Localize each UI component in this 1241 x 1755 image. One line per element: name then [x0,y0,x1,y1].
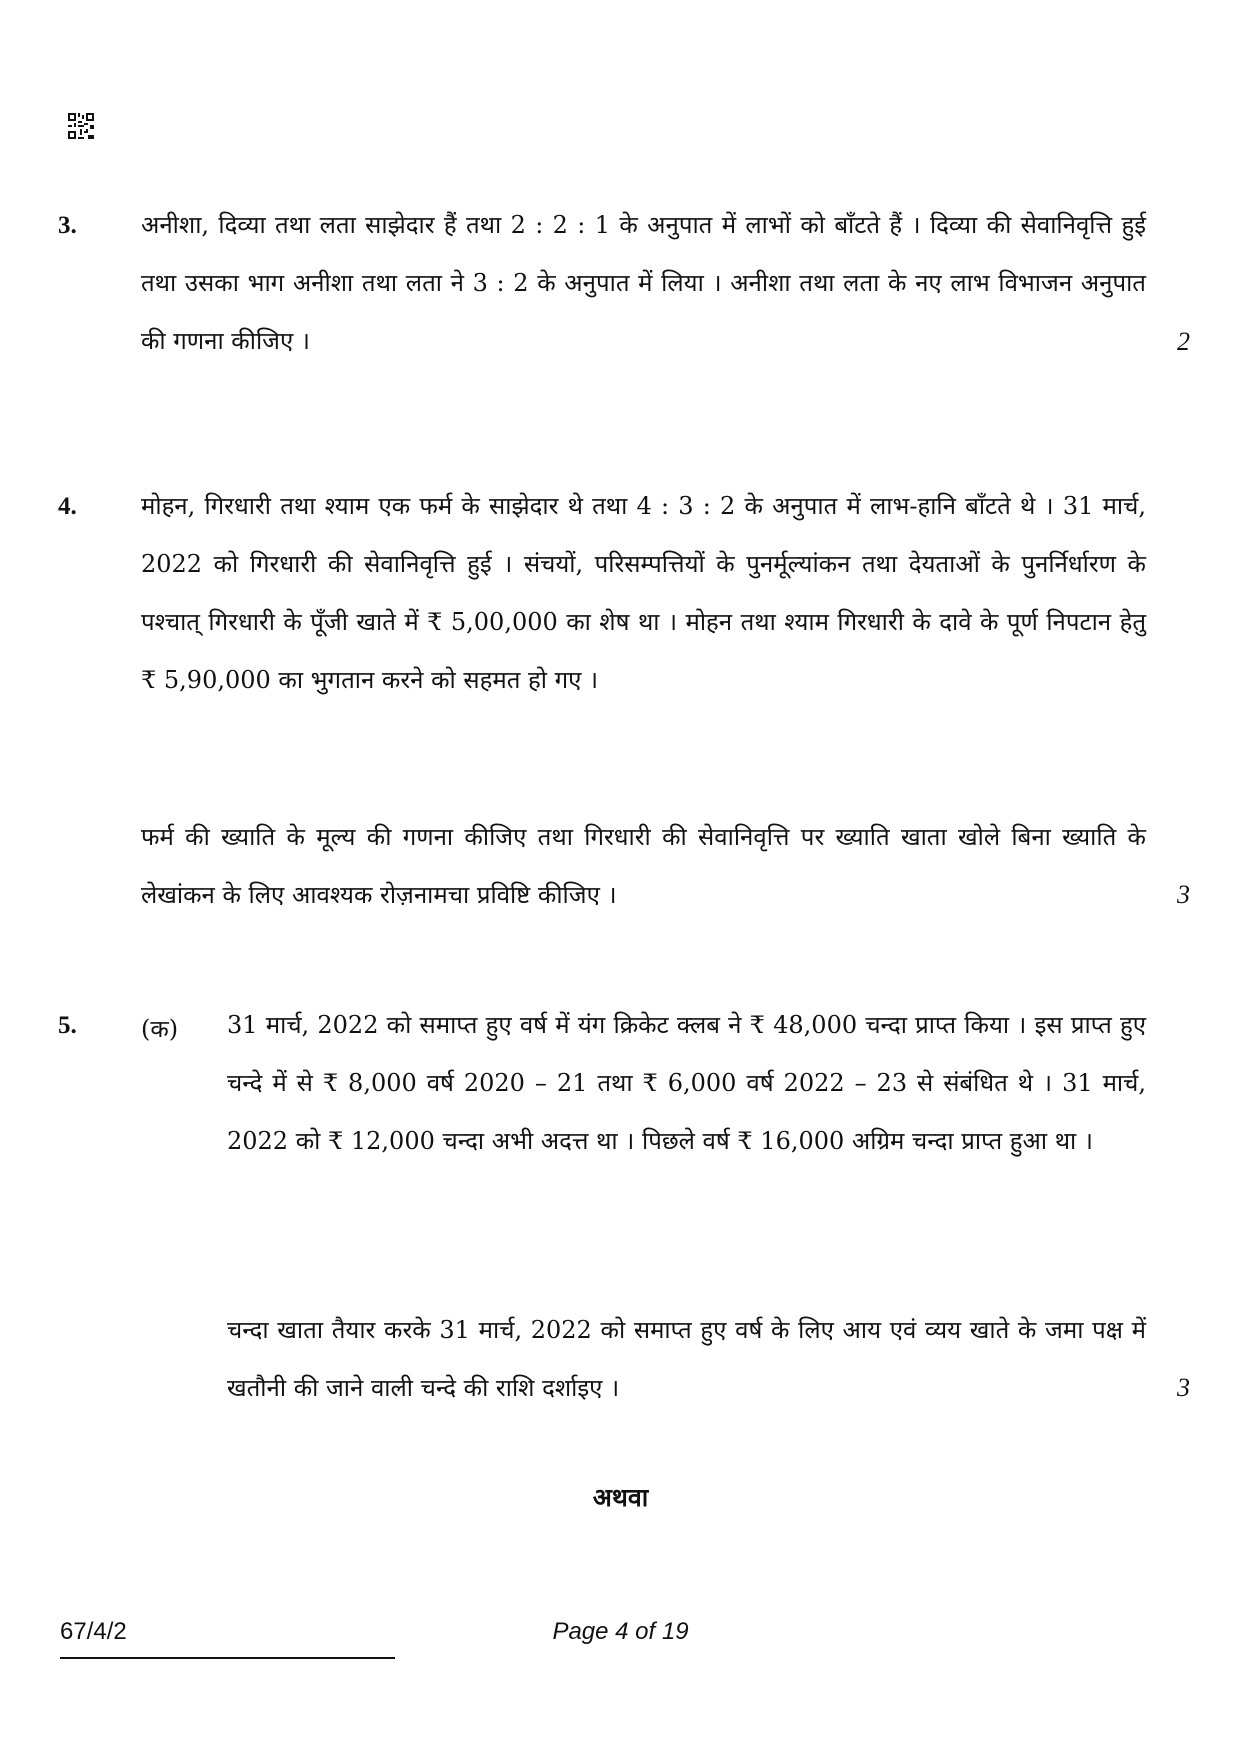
question-number: 3. [58,212,77,239]
question-marks: 3 [1177,880,1190,909]
question-number: 4. [58,493,77,520]
question-text: 31 मार्च, 2022 को समाप्त हुए वर्ष में यंग क्रिकेट क्लब ने ₹ 48,000 चन्दा प्राप्त किया । इस प्राप्त हुए चन्दे में से ₹ 8,000 वर्ष 2020 – 21 तथा ₹ 6,000 वर्ष 2022 – 23 से संबंधित थे । 31 मार्च, 2022 को ₹ 12,000 चन्दा अभी अदत्त था । पिछले वर्ष ₹ 16,000 अग्रिम चन्दा प्राप्त हुआ था । [227,1011,1146,1155]
or-separator: अथवा [592,1483,649,1512]
page-number: Page 4 of 19 [552,1618,689,1645]
question-text: मोहन, गिरधारी तथा श्याम एक फर्म के साझेदार थे तथा 4 : 3 : 2 के अनुपात में लाभ-हानि बाँटते थे । 31 मार्च, 2022 को गिरधारी की सेवानिवृत्ति हुई । संचयों, परिसम्पत्तियों के पुनर्मूल्यांकन तथा देयताओं के पुनर्निर्धारण के पश्चात् गिरधारी के पूँजी खाते में ₹ 5,00,000 का शेष था । मोहन तथा श्याम गिरधारी के दावे के पूर्ण निपटान हेतु ₹ 5,90,000 का भुगतान करने को सहमत हो गए । [141,492,1146,694]
question-number: 5. [58,1012,77,1039]
question-instruction: फर्म की ख्याति के मूल्य की गणना कीजिए तथा गिरधारी की सेवानिवृत्ति पर ख्याति खाता खोले बिना ख्याति के लेखांकन के लिए आवश्यक रोज़नामचा प्रविष्टि कीजिए । [141,823,1146,909]
question-marks: 2 [1177,327,1190,356]
footer-divider [60,1657,395,1659]
question-text: अनीशा, दिव्या तथा लता साझेदार हैं तथा 2 : 2 : 1 के अनुपात में लाभों को बाँटते हैं । दिव्या की सेवानिवृत्ति हुई तथा उसका भाग अनीशा तथा लता ने 3 : 2 के अनुपात में लिया । अनीशा तथा लता के नए लाभ विभाजन अनुपात की गणना कीजिए । [141,211,1146,355]
qr-code-icon [68,113,94,139]
question-instruction: चन्दा खाता तैयार करके 31 मार्च, 2022 को समाप्त हुए वर्ष के लिए आय एवं व्यय खाते के जमा पक्ष में खतौनी की जाने वाली चन्दे की राशि दर्शाइए । [227,1316,1146,1402]
paper-code: 67/4/2 [60,1618,127,1645]
question-marks: 3 [1177,1373,1190,1402]
sub-question-label: (क) [141,1015,179,1043]
